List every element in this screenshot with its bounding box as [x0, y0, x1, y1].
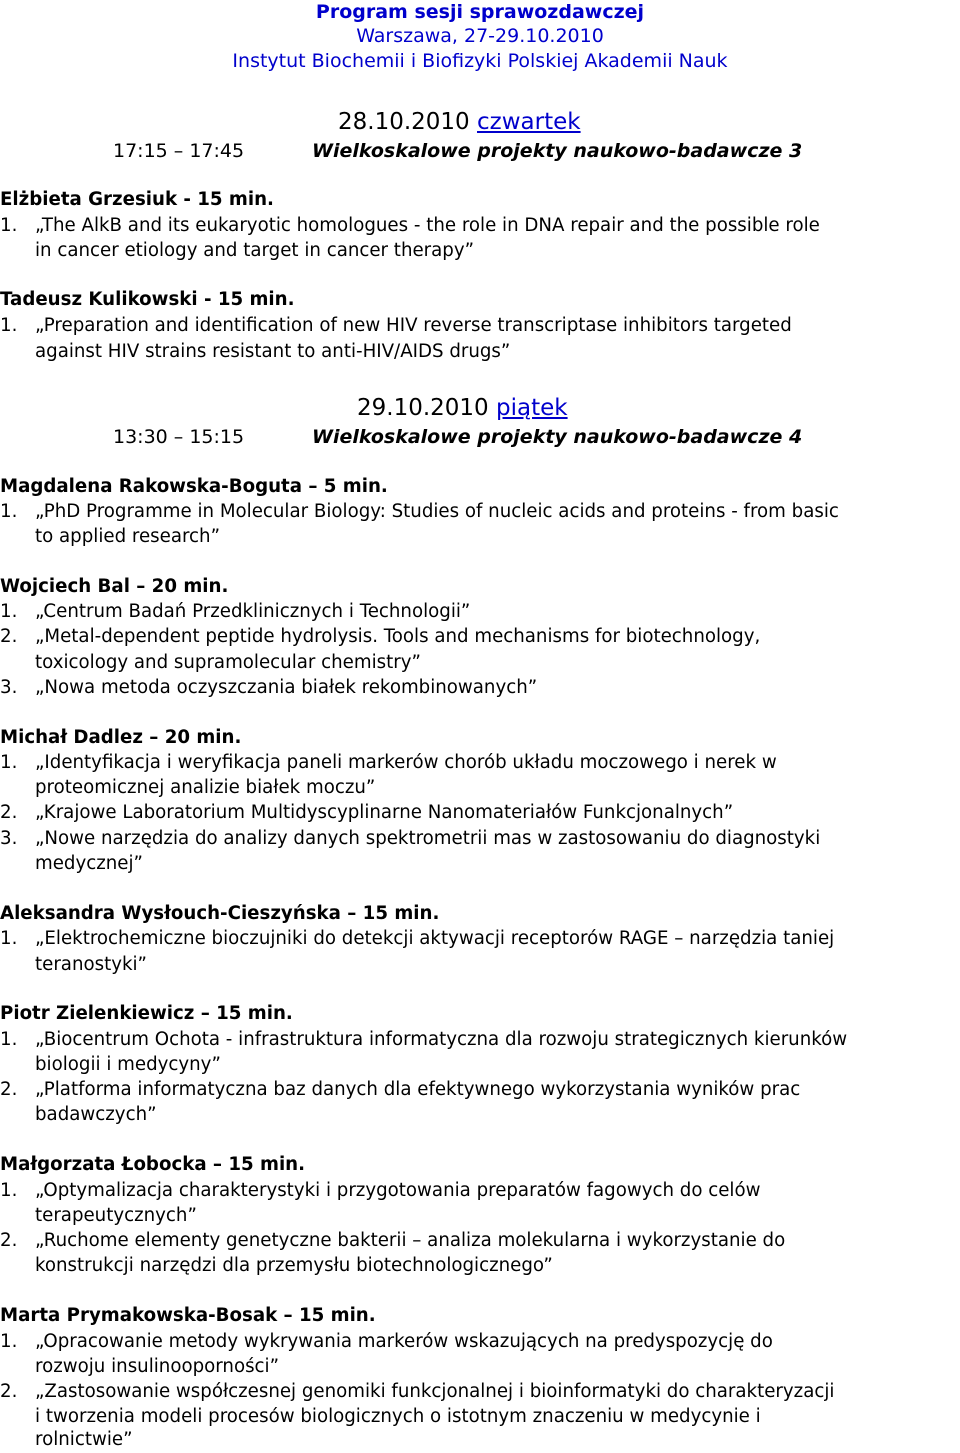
- talk-title-continued: rolnictwie”: [35, 1429, 133, 1450]
- talk-title: „Metal-dependent peptide hydrolysis. Tools and mechanisms for biotechnology,: [35, 626, 761, 647]
- talk-title: „Optymalizacja charakterystyki i przygotowania preparatów fagowych do celów: [35, 1180, 761, 1201]
- talk-title: „Nowa metoda oczyszczania białek rekombinowanych”: [35, 677, 538, 698]
- talk-title: „Krajowe Laboratorium Multidyscyplinarne Nanomateriałów Funkcjonalnych”: [35, 802, 734, 823]
- speaker-name: Michał Dadlez – 20 min.: [0, 727, 242, 748]
- speaker-name: Piotr Zielenkiewicz – 15 min.: [0, 1003, 293, 1024]
- talk-title: „Zastosowanie współczesnej genomiki funkcjonalnej i bioinformatyki do charakteryzacji: [35, 1381, 835, 1402]
- talk-title: „The AlkB and its eukaryotic homologues - the role in DNA repair and the possible role: [35, 215, 820, 236]
- talk-title-continued: i tworzenia modeli procesów biologicznych o istotnym znaczeniu w medycynie i: [35, 1406, 761, 1427]
- talk-number: 1.: [0, 928, 18, 949]
- talk-title-continued: rozwoju insulinooporności”: [35, 1356, 280, 1377]
- day2-session-title: Wielkoskalowe projekty naukowo-badawcze 4: [312, 426, 803, 448]
- talk-title-continued: terapeutycznych”: [35, 1205, 197, 1226]
- talk-number: 1.: [0, 1029, 18, 1050]
- day1-session-time: 17:15 – 17:45: [113, 140, 245, 162]
- talk-number: 1.: [0, 752, 18, 773]
- talk-title-continued: teranostyki”: [35, 954, 147, 975]
- talk-number: 2.: [0, 1230, 18, 1251]
- document-title: Program sesji sprawozdawczej: [315, 1, 645, 23]
- talk-number: 1.: [0, 501, 18, 522]
- talk-title-continued: medycznej”: [35, 853, 143, 874]
- talk-title: „Identyfikacja i weryfikacja paneli markerów chorób układu moczowego i nerek w: [35, 752, 777, 773]
- day2-heading: [357, 395, 568, 421]
- day1-day-name: czwartek: [477, 109, 581, 135]
- place-date: Warszawa, 27-29.10.2010: [356, 25, 604, 47]
- speaker-name: Aleksandra Wysłouch-Cieszyńska – 15 min.: [0, 903, 440, 924]
- day1-session-title: Wielkoskalowe projekty naukowo-badawcze 3: [312, 140, 803, 162]
- speaker-name: Marta Prymakowska-Bosak – 15 min.: [0, 1305, 376, 1326]
- talk-number: 1.: [0, 215, 18, 236]
- talk-title: „Centrum Badań Przedklinicznych i Technologii”: [35, 601, 471, 622]
- speaker-name: Małgorzata Łobocka – 15 min.: [0, 1154, 306, 1175]
- talk-title: „Platforma informatyczna baz danych dla efektywnego wykorzystania wyników prac: [35, 1079, 801, 1100]
- talk-title: „Nowe narzędzia do analizy danych spektrometrii mas w zastosowaniu do diagnostyki: [35, 828, 821, 849]
- talk-title: „PhD Programme in Molecular Biology: Studies of nucleic acids and proteins - from basic: [35, 501, 839, 522]
- speaker-name: Tadeusz Kulikowski - 15 min.: [0, 289, 295, 310]
- talk-title-continued: konstrukcji narzędzi dla przemysłu biotechnologicznego”: [35, 1255, 553, 1276]
- talk-number: 2.: [0, 626, 18, 647]
- day1-date: 28.10.2010: [338, 109, 470, 135]
- talk-number: 2.: [0, 802, 18, 823]
- talk-title: „Opracowanie metody wykrywania markerów wskazujących na predyspozycję do: [35, 1331, 773, 1352]
- talk-number: 2.: [0, 1381, 18, 1402]
- talk-title-continued: to applied research”: [35, 526, 221, 547]
- talk-title-continued: against HIV strains resistant to anti-HIV/AIDS drugs”: [35, 341, 511, 362]
- speaker-name: Elżbieta Grzesiuk - 15 min.: [0, 189, 274, 210]
- talk-number: 3.: [0, 677, 18, 698]
- talk-title-continued: biologii i medycyny”: [35, 1054, 221, 1075]
- speaker-name: Magdalena Rakowska-Boguta – 5 min.: [0, 476, 388, 497]
- talk-title-continued: toxicology and supramolecular chemistry”: [35, 652, 421, 673]
- talk-number: 1.: [0, 315, 18, 336]
- talk-title: „Biocentrum Ochota - infrastruktura informatyczna dla rozwoju strategicznych kierunków: [35, 1029, 848, 1050]
- day2-date: 29.10.2010: [357, 395, 489, 421]
- day2-session-time: 13:30 – 15:15: [113, 426, 245, 448]
- day1-heading: [338, 109, 581, 135]
- talk-title-continued: badawczych”: [35, 1104, 157, 1125]
- talk-title: „Ruchome elementy genetyczne bakterii – analiza molekularna i wykorzystanie do: [35, 1230, 786, 1251]
- talk-title-continued: proteomicznej analizie białek moczu”: [35, 777, 376, 798]
- talk-number: 1.: [0, 601, 18, 622]
- talk-number: 2.: [0, 1079, 18, 1100]
- institute-name: Instytut Biochemii i Biofizyki Polskiej Akademii Nauk: [232, 50, 728, 72]
- talk-title: „Elektrochemiczne bioczujniki do detekcji aktywacji receptorów RAGE – narzędzia taniej: [35, 928, 835, 949]
- talk-number: 1.: [0, 1180, 18, 1201]
- talk-title: „Preparation and identification of new HIV reverse transcriptase inhibitors targeted: [35, 315, 792, 336]
- speaker-name: Wojciech Bal – 20 min.: [0, 576, 229, 597]
- talk-number: 1.: [0, 1331, 18, 1352]
- talk-title-continued: in cancer etiology and target in cancer therapy”: [35, 240, 475, 261]
- day2-day-name: piątek: [496, 395, 568, 421]
- talk-number: 3.: [0, 828, 18, 849]
